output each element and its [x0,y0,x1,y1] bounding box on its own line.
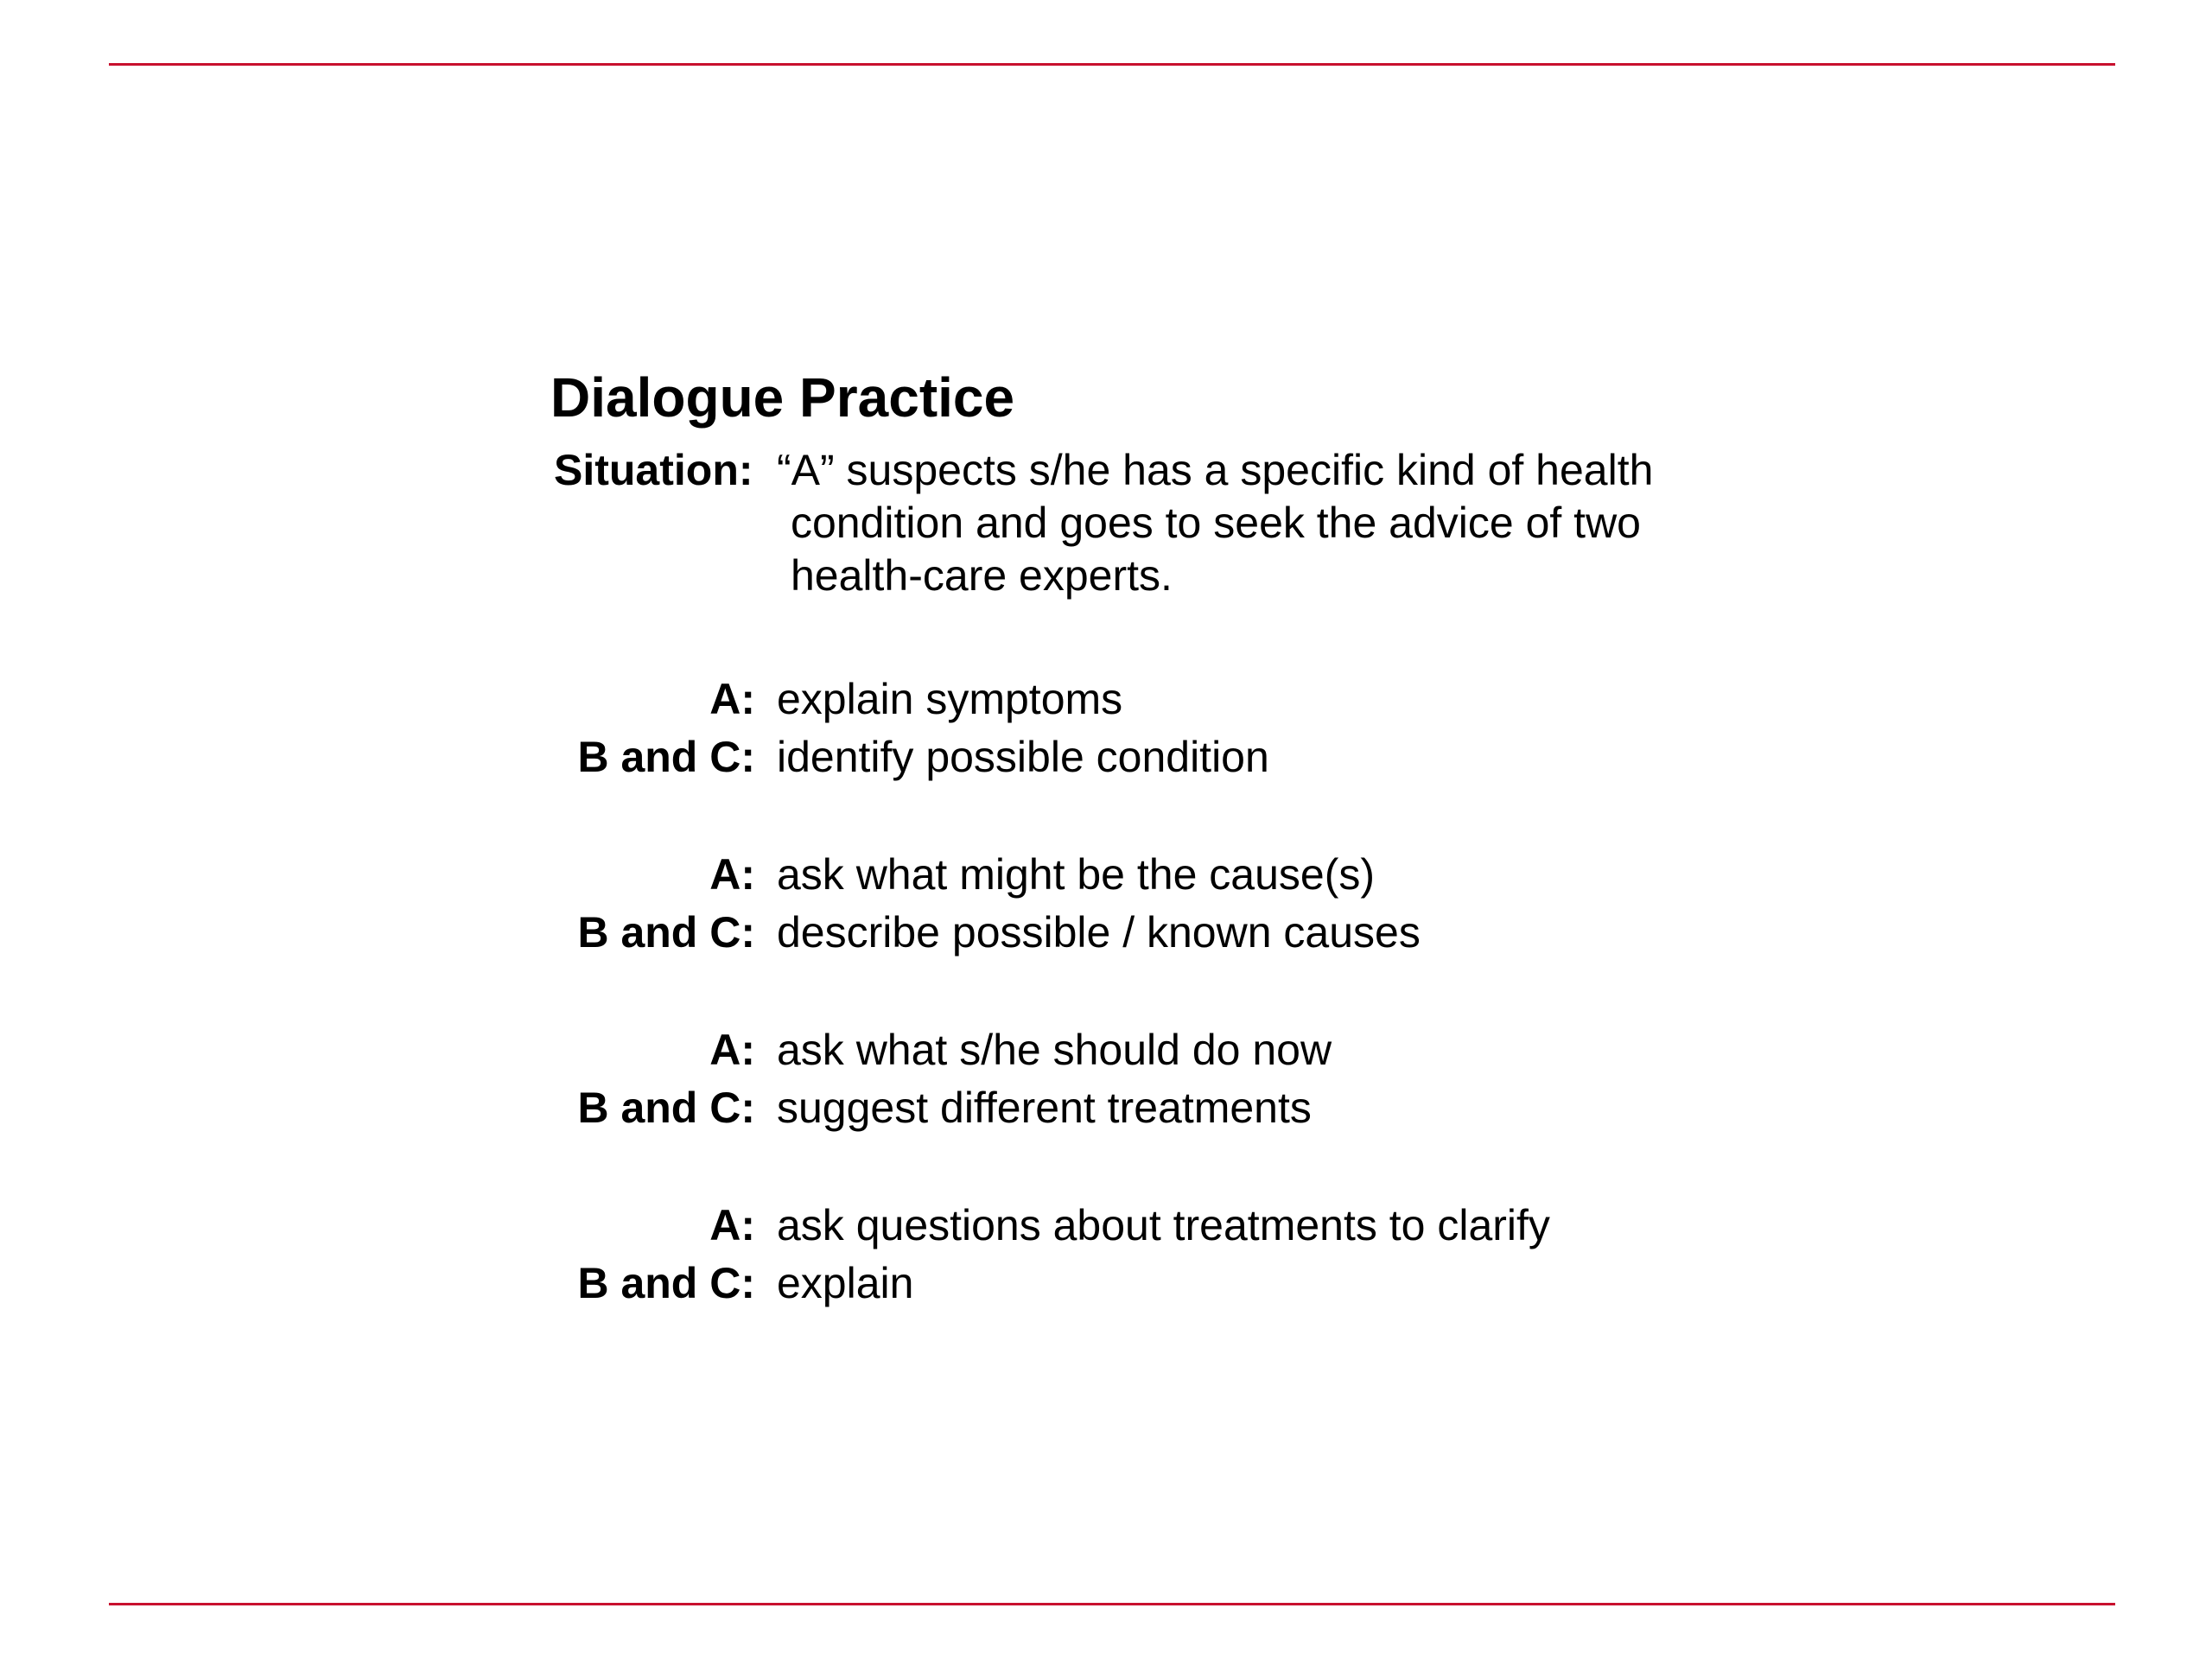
dialogue-text-bc: identify possible condition [777,733,1269,781]
dialogue-text-a: explain symptoms [777,675,1123,723]
dialogue-text-a: ask what s/he should do now [777,1026,1332,1074]
speaker-label-bc: B and C: [577,1084,755,1132]
speaker-label-a: A: [709,1026,755,1074]
dialogue-text-bc: suggest different treatments [777,1084,1312,1132]
dialogue-exchange-3 [0,1021,2212,1137]
bottom-divider [109,1603,2115,1605]
speaker-label-bc: B and C: [577,908,755,957]
dialogue-row-a [0,846,2212,904]
situation-line: health-care experts. [791,551,1173,600]
dialogue-row-a [0,1021,2212,1079]
dialogue-exchange-2 [0,846,2212,962]
situation-label: Situation: [554,446,753,494]
dialogue-row-a [0,671,2212,728]
dialogue-exchange-4 [0,1197,2212,1313]
dialogue-text-bc: describe possible / known causes [777,908,1421,957]
speaker-label-bc: B and C: [577,1259,755,1307]
dialogue-row-a [0,1197,2212,1255]
speaker-label-a: A: [709,850,755,899]
speaker-label-a: A: [709,675,755,723]
top-divider [109,63,2115,66]
dialogue-row-bc [0,1255,2212,1313]
dialogue-text-bc: explain [777,1259,914,1307]
situation-line: “A” suspects s/he has a specific kind of health [777,446,1654,494]
speaker-label-a: A: [709,1201,755,1249]
dialogue-text-a: ask questions about treatments to clarify [777,1201,1550,1249]
dialogue-row-bc [0,1079,2212,1137]
situation-description [777,444,1653,602]
dialogue-row-bc [0,728,2212,786]
situation-line: condition and goes to seek the advice of two [791,499,1641,547]
speaker-label-bc: B and C: [577,733,755,781]
dialogue-row-bc [0,904,2212,962]
page-title: Dialogue Practice [550,366,1015,429]
dialogue-exchange-1 [0,671,2212,786]
dialogue-text-a: ask what might be the cause(s) [777,850,1375,899]
